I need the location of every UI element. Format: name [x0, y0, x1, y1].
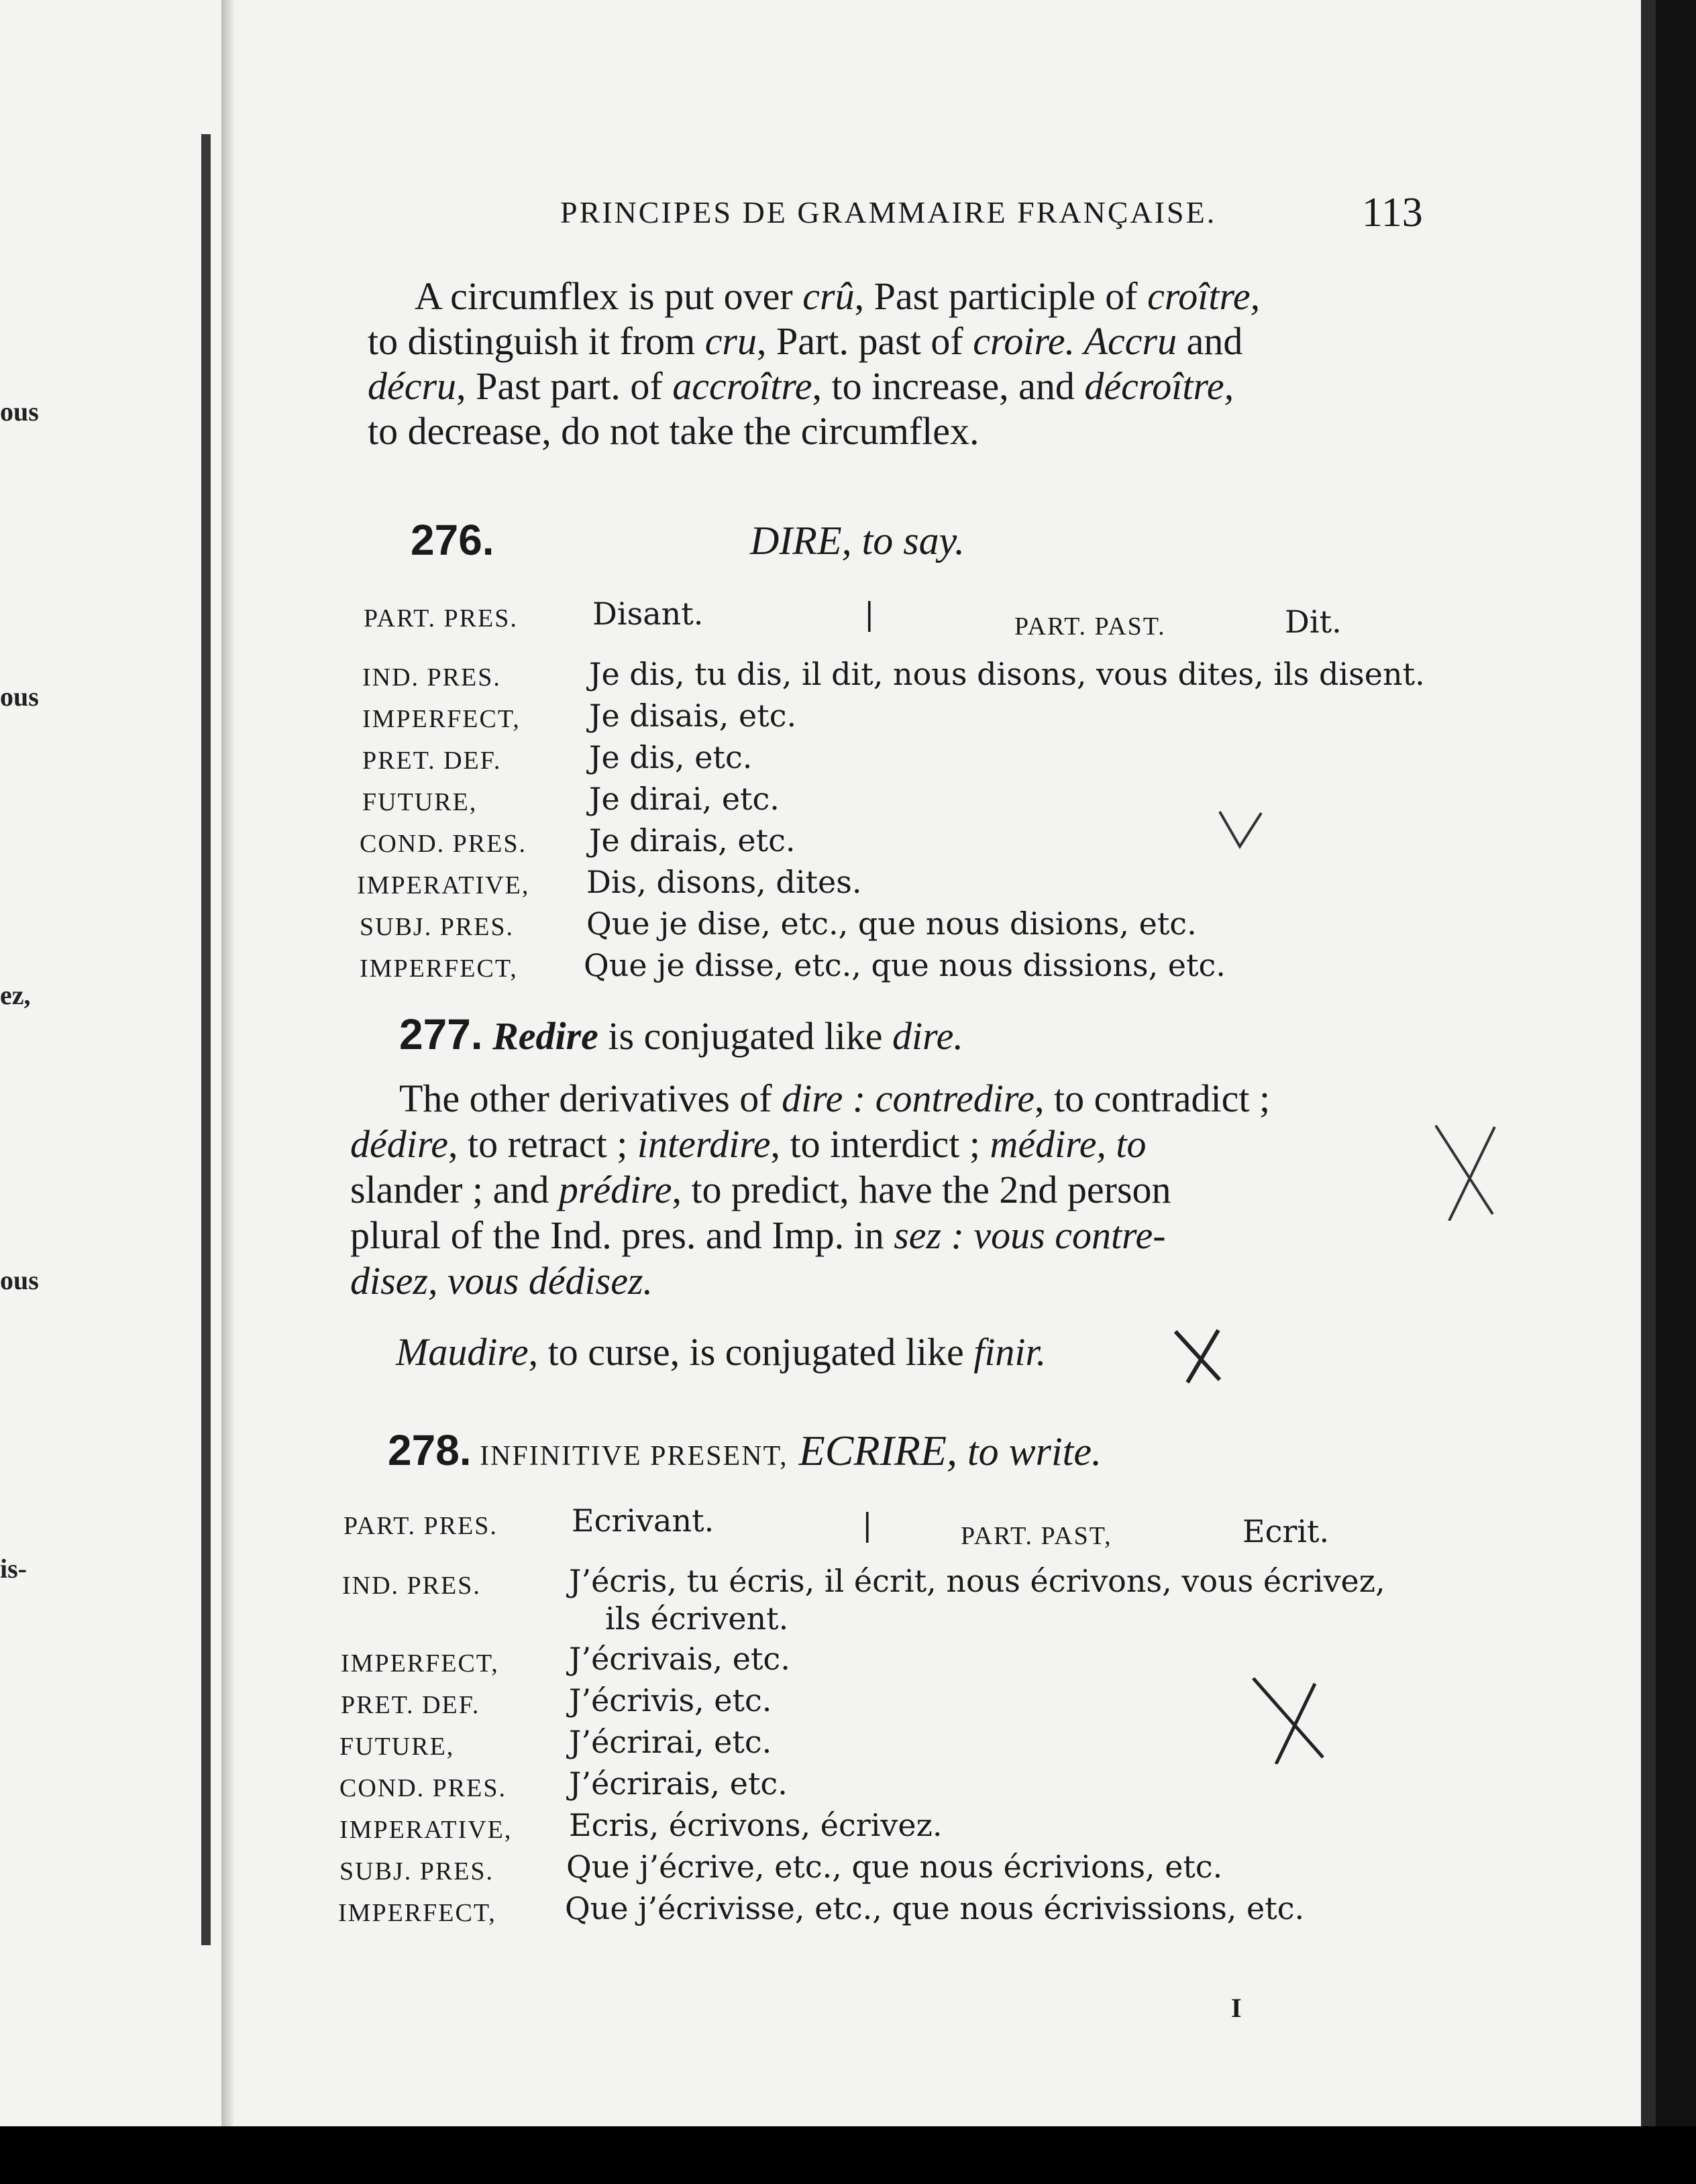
s277-line-1: The other derivatives of dire : contredire, to contradict ; [399, 1077, 1271, 1120]
tense-label: IMPERATIVE, [357, 871, 530, 899]
tense-form: Ecris, écrivons, écrivez. [569, 1807, 943, 1843]
tense-form: Que je dise, etc., que nous disions, etc. [586, 906, 1197, 942]
tense-form: Je disais, etc. [589, 698, 797, 734]
signature-mark: I [1231, 1993, 1242, 2023]
s277-line-3: slander ; and prédire, to predict, have the 2nd person [350, 1168, 1171, 1211]
tense-form: Je dirais, etc. [589, 822, 796, 859]
tense-form-continued: ils écrivent. [605, 1600, 789, 1637]
column-separator: | [862, 1507, 873, 1543]
verso-fragment: ez, [0, 980, 31, 1010]
tense-form: Je dis, etc. [589, 739, 753, 775]
tense-form: J’écrirai, etc. [569, 1724, 772, 1760]
intro-line-3: décru, Past part. of accroître, to increase, and décroître, [368, 364, 1234, 408]
label-part-past: PART. PAST, [961, 1522, 1112, 1550]
pencil-x-mark [1429, 1120, 1503, 1221]
tense-label: IND. PRES. [342, 1572, 481, 1600]
tense-form: J’écris, tu écris, il écrit, nous écrivons, vous écrivez, [569, 1563, 1385, 1599]
tense-label: IMPERFECT, [362, 705, 521, 733]
tense-form: Que je disse, etc., que nous dissions, etc. [584, 947, 1226, 983]
value-part-past: Dit. [1285, 604, 1342, 640]
tense-label: PRET. DEF. [362, 747, 502, 775]
s277-line-5: disez, vous dédisez. [350, 1259, 653, 1303]
verso-fragment: ous [0, 681, 39, 712]
value-part-pres: Ecrivant. [572, 1503, 714, 1539]
verso-page [0, 0, 221, 2184]
page-fold-shadow [201, 134, 211, 1945]
tense-form: J’écrirais, etc. [569, 1765, 788, 1802]
tense-label: FUTURE, [362, 788, 478, 816]
pencil-check-mark [1214, 805, 1268, 859]
tense-label: IMPERFECT, [338, 1899, 496, 1927]
tense-label: FUTURE, [339, 1733, 455, 1761]
s277-line-4: plural of the Ind. pres. and Imp. in sez : vous contre- [350, 1213, 1166, 1257]
section-278-heading: 278. INFINITIVE PRESENT, ECRIRE, to write. [388, 1426, 1102, 1474]
tense-form: J’écrivais, etc. [569, 1641, 790, 1677]
intro-line-2: to distinguish it from cru, Part. past of croire. Accru and [368, 319, 1243, 363]
tense-label: IND. PRES. [362, 663, 501, 692]
scan-border [0, 2126, 1696, 2184]
verso-fragment: ous [0, 1265, 39, 1295]
intro-line-1: A circumflex is put over crû, Past participle of croître, [415, 274, 1261, 318]
label-part-pres: PART. PRES. [343, 1512, 498, 1540]
tense-form: J’écrivis, etc. [569, 1682, 772, 1718]
pencil-x-mark [1167, 1325, 1228, 1385]
verso-fragment: is- [0, 1553, 27, 1584]
tense-label: IMPERFECT, [360, 954, 518, 983]
tense-form: Que j’écrive, etc., que nous écrivions, etc. [566, 1849, 1223, 1885]
column-separator: | [864, 596, 875, 632]
s277-line-2: dédire, to retract ; interdire, to interdict ; médire, to [350, 1122, 1147, 1166]
tense-label: IMPERATIVE, [339, 1816, 513, 1844]
verso-fragment: ous [0, 396, 39, 427]
value-part-pres: Disant. [592, 596, 704, 632]
tense-label: IMPERFECT, [341, 1649, 499, 1678]
label-part-past: PART. PAST. [1014, 612, 1166, 641]
tense-label: COND. PRES. [339, 1774, 507, 1802]
tense-label: SUBJ. PRES. [360, 913, 515, 941]
tense-label: COND. PRES. [360, 830, 527, 858]
pencil-x-mark [1248, 1670, 1328, 1764]
intro-line-4: to decrease, do not take the circumflex. [368, 409, 979, 453]
tense-form: Je dirai, etc. [589, 781, 780, 817]
tense-form: Que j’écrivisse, etc., que nous écrivissions, etc. [565, 1890, 1305, 1926]
section-title-276: DIRE, to say. [750, 518, 965, 563]
s277-maudire: Maudire, to curse, is conjugated like finir. [396, 1330, 1047, 1374]
label-part-pres: PART. PRES. [364, 604, 518, 633]
value-part-past: Ecrit. [1242, 1513, 1330, 1549]
page-number: 113 [1362, 190, 1423, 235]
book-edge [1656, 0, 1696, 2184]
section-number-276: 276. [411, 516, 494, 564]
tense-form: Je dis, tu dis, il dit, nous disons, vous dites, ils disent. [589, 656, 1425, 692]
tense-label: PRET. DEF. [341, 1691, 480, 1719]
running-head: PRINCIPES DE GRAMMAIRE FRANÇAISE. [560, 195, 1217, 229]
tense-label: SUBJ. PRES. [339, 1857, 494, 1886]
gutter [221, 0, 233, 2184]
tense-form: Dis, disons, dites. [586, 864, 862, 900]
section-277-heading: 277. Redire is conjugated like dire. [399, 1010, 963, 1058]
